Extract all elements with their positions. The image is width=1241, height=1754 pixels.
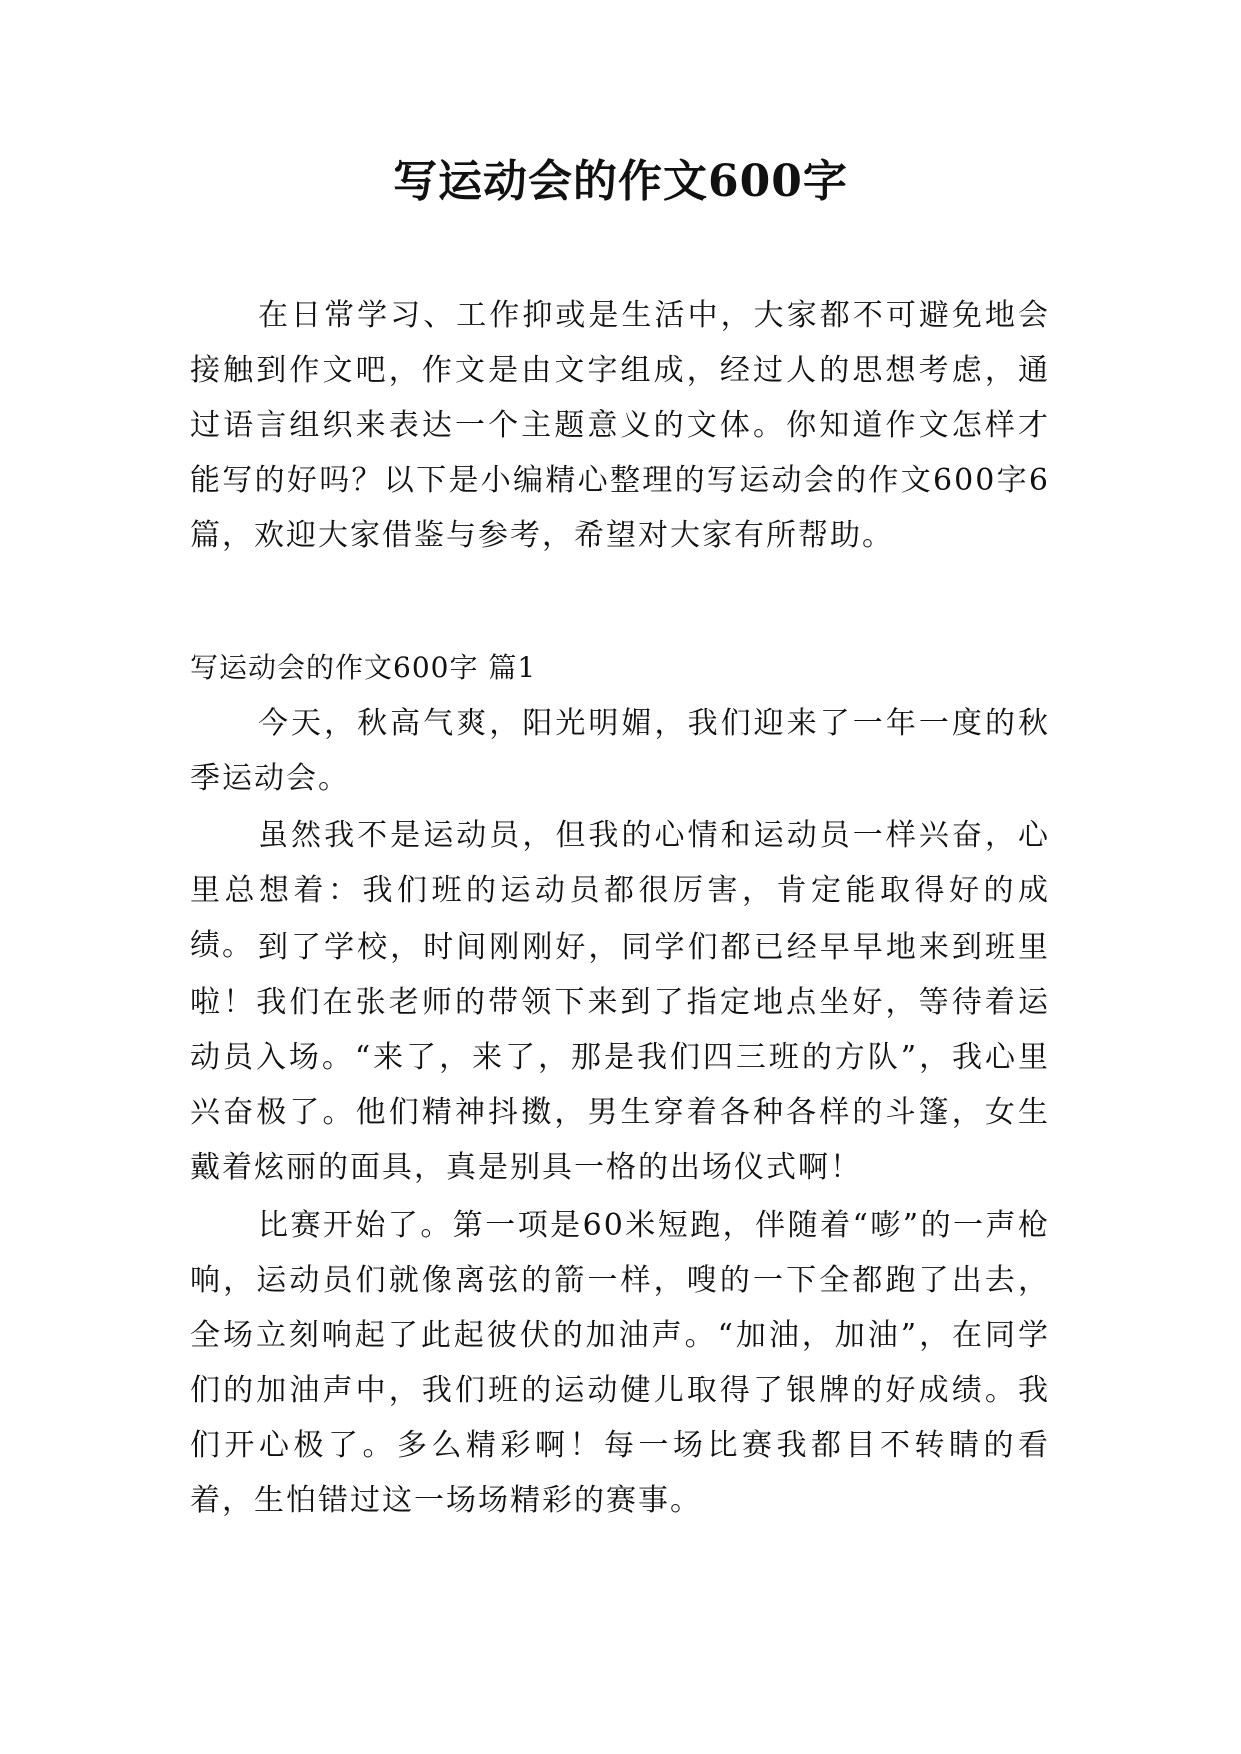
body-paragraph-2: 虽然我不是运动员，但我的心情和运动员一样兴奋，心里总想着：我们班的运动员都很厉害，肯定能取得好的成绩。 (190, 818, 1050, 963)
section-heading: 写运动会的作文600字 篇1 (190, 651, 537, 684)
intro-paragraph: 在日常学习、工作抑或是生活中，大家都不可避免地会接触到作文吧，作文是由文字组成，经过人的思想考虑，通过语言组织来表达一个主题意义的文体。你知道作文怎样才能写的好吗？以下是小编精心整理的写运动会的作文600字6篇，欢迎大家借鉴与参考，希望对大家有所帮助。 (190, 298, 1050, 553)
document-title: 写运动会的作文600字 (393, 156, 848, 207)
body-paragraph-4: 比赛开始了。第一项是60米短跑，伴随着“嘭”的一声枪响，运动员们就像离弦的箭一样，嗖的一下全都跑了出去，全场立刻响起了此起彼伏的加油声。“加油，加油”，在同学们的加油声中，我们班的运动健儿取得了银牌的好成绩。我们开心极了。多么精彩啊！每一场比赛我都目不转睛的看着，生怕错过这一场场精彩的赛事。 (190, 1208, 1050, 1518)
body-paragraph-3: 到了学校，时间刚刚好，同学们都已经早早地来到班里啦！我们在张老师的带领下来到了指定地点坐好，等待着运动员入场。“来了，来了，那是我们四三班的方队”，我心里兴奋极了。他们精神抖擞，男生穿着各种各样的斗篷，女生戴着炫丽的面具，真是别具一格的出场仪式啊！ (190, 930, 1050, 1185)
body-paragraph-1: 今天，秋高气爽，阳光明媚，我们迎来了一年一度的秋季运动会。 (190, 706, 1050, 796)
